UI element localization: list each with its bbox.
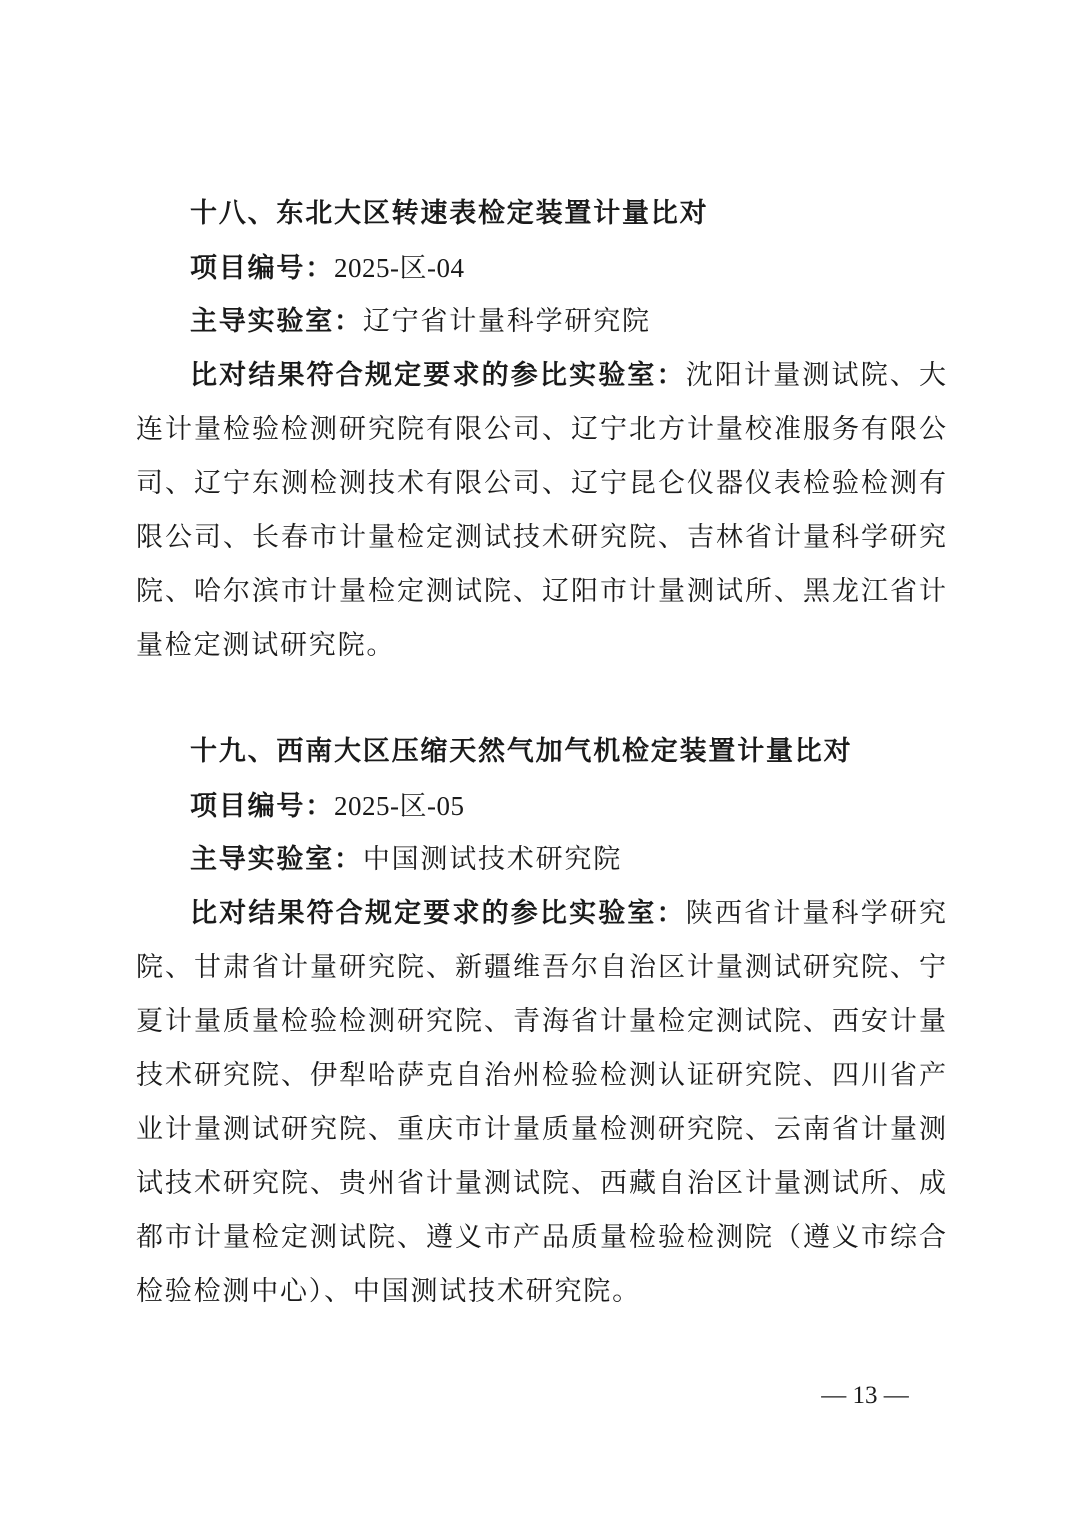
participants-text: 业计量测试研究院、重庆市计量质量检测研究院、云南省计量测 [136,1114,946,1145]
section-19-heading: 十九、西南大区压缩天然气加气机检定装置计量比对 [190,736,853,767]
section-18-heading: 十八、东北大区转速表检定装置计量比对 [190,198,709,229]
section-19-code [190,786,946,826]
participants-text: 司、辽宁东测检测技术有限公司、辽宁昆仑仪器仪表检验检测有 [136,468,946,499]
project-code-value: 2025-区-04 [334,253,465,283]
participants-label: 比对结果符合规定要求的参比实验室： [190,360,686,391]
section-18-code [190,248,946,288]
participants-text: 沈阳计量测试院、大 [685,360,947,391]
lead-lab-label: 主导实验室： [190,844,363,875]
section-18-participants-first-line [190,356,946,396]
participants-text: 夏计量质量检验检测研究院、青海省计量检定测试院、西安计量 [136,1006,946,1037]
participants-text: 量检定测试研究院。 [136,630,396,661]
participants-text: 试技术研究院、贵州省计量测试院、西藏自治区计量测试所、成 [136,1168,946,1199]
participants-text: 院、甘肃省计量研究院、新疆维吾尔自治区计量测试研究院、宁 [136,952,946,983]
participants-text: 陕西省计量科学研究 [685,898,947,929]
section-19-lead-lab [190,840,946,880]
section-18-lead-lab [190,302,946,342]
project-code-value: 2025-区-05 [334,791,465,821]
lead-lab-value: 中国测试技术研究院 [362,844,623,875]
participants-text: 院、哈尔滨市计量检定测试院、辽阳市计量测试所、黑龙江省计 [136,576,946,607]
lead-lab-value: 辽宁省计量科学研究院 [362,306,651,337]
section-19-participants-first-line [190,894,946,934]
participants-text: 限公司、长春市计量检定测试技术研究院、吉林省计量科学研究 [136,522,946,553]
lead-lab-label: 主导实验室： [190,306,363,337]
participants-text: 技术研究院、伊犁哈萨克自治州检验检测认证研究院、四川省产 [136,1060,946,1091]
participants-text: 连计量检验检测研究院有限公司、辽宁北方计量校准服务有限公 [136,414,946,445]
participants-label: 比对结果符合规定要求的参比实验室： [190,898,686,929]
project-code-label: 项目编号： [190,253,334,284]
project-code-label: 项目编号： [190,791,334,822]
participants-text: 都市计量检定测试院、遵义市产品质量检验检测院（遵义市综合 [136,1222,946,1253]
participants-text: 检验检测中心）、中国测试技术研究院。 [136,1276,641,1307]
page-number: — 13 — [821,1382,909,1409]
